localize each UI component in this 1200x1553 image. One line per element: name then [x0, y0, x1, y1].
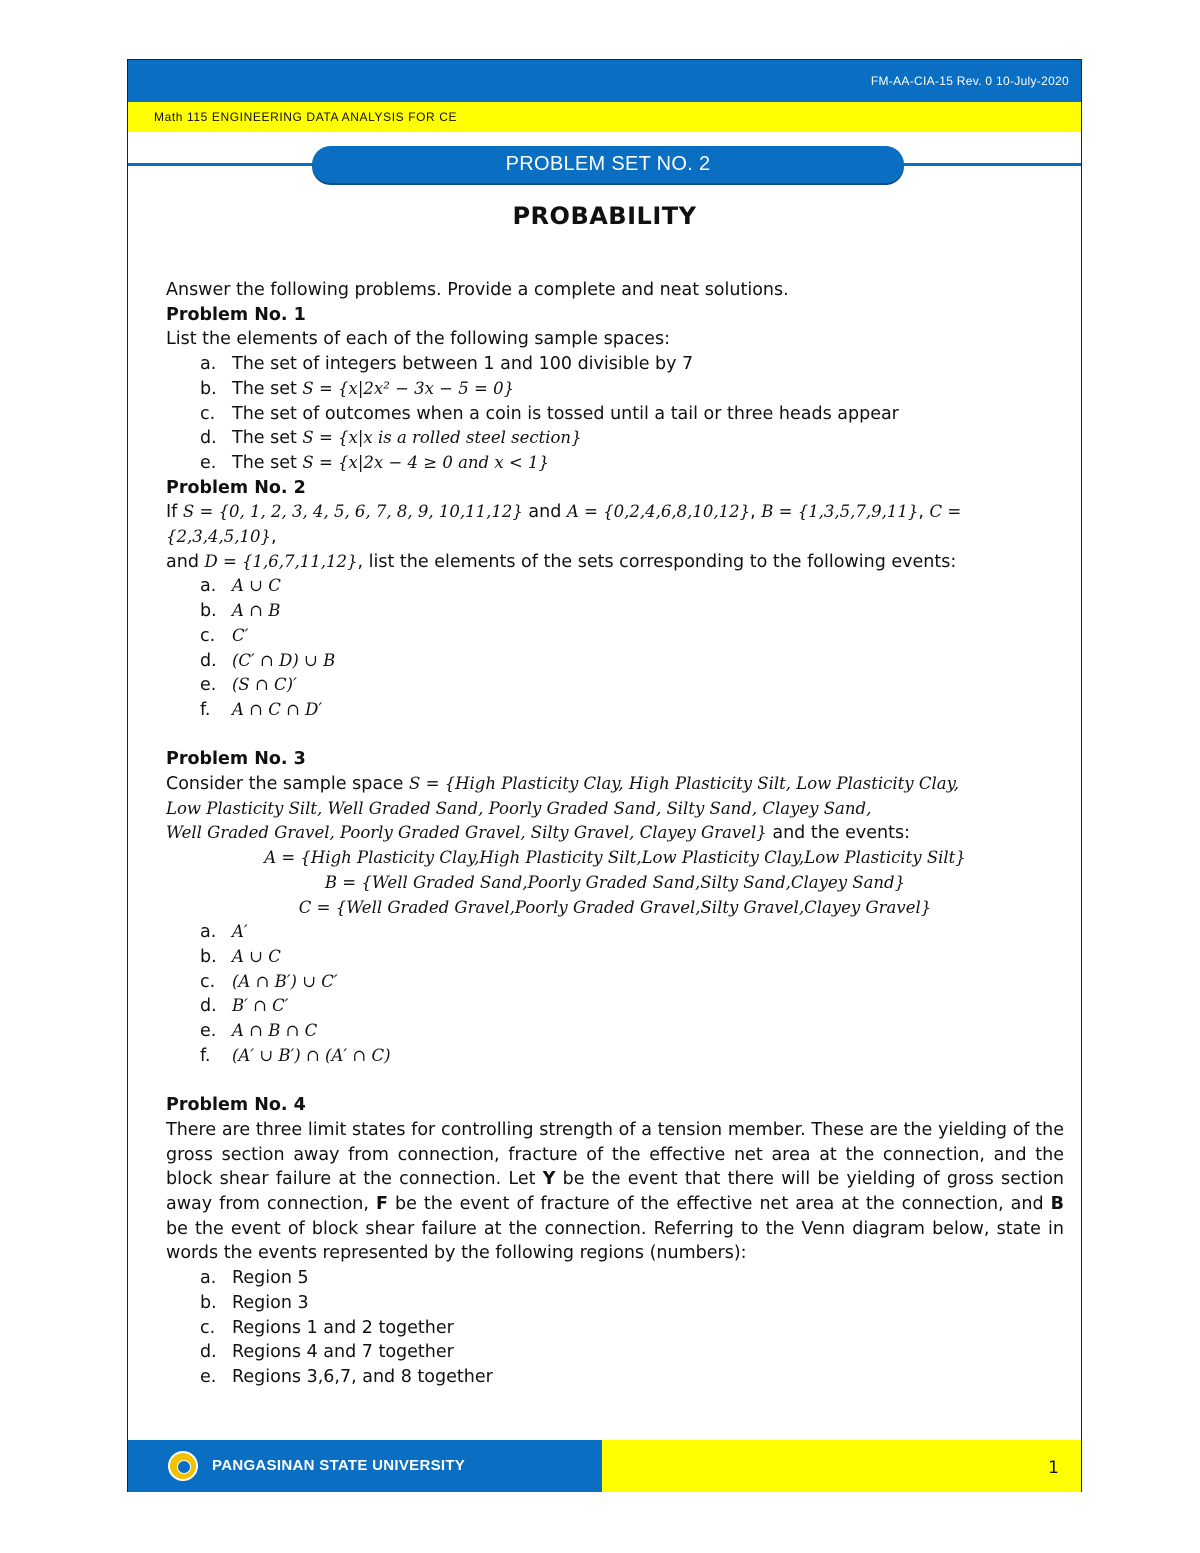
problem-3-list [166, 920, 1064, 1068]
list-item: b. A ∪ C [200, 946, 281, 967]
list-item: d. The set S = {x|x is a rolled steel section} [200, 428, 582, 449]
header-rule-right [901, 163, 1081, 166]
page-number: 1 [1048, 1458, 1059, 1478]
problem-3-set-b: B = {Well Graded Sand,Poorly Graded Sand,Silty Sand,Clayey Sand} [324, 872, 906, 892]
university-name: PANGASINAN STATE UNIVERSITY [212, 1457, 466, 1474]
list-item: a. A ∪ C [200, 576, 281, 597]
course-title: Math 115 ENGINEERING DATA ANALYSIS FOR CE [154, 110, 458, 124]
list-item: b. Region 3 [200, 1292, 309, 1313]
problem-3-sample-space-line-3: Well Graded Gravel, Poorly Graded Gravel, Silty Gravel, Clayey Gravel} and the events: [166, 823, 910, 844]
problem-2-lead: If S = {0, 1, 2, 3, 4, 5, 6, 7, 8, 9, 10,11,12} and A = {0,2,4,6,8,10,12}, B = {1,3,5,7,9,11}, C = {2,3,4,5,10}, [166, 502, 962, 548]
list-item: e. The set S = {x|2x − 4 ≥ 0 and x < 1} [200, 452, 549, 473]
document-page [127, 59, 1082, 1492]
problem-2-list [166, 574, 1064, 722]
problem-3-set-c: C = {Well Graded Gravel,Poorly Graded Gravel,Silty Gravel,Clayey Gravel} [298, 897, 932, 917]
list-item: a. A′ [200, 922, 248, 943]
problem-3-sample-space-line-2: Low Plasticity Silt, Well Graded Sand, Poorly Graded Sand, Silty Sand, Clayey Sand, [166, 798, 872, 818]
list-item: a. The set of integers between 1 and 100 divisible by 7 [200, 354, 694, 375]
list-item: b. The set S = {x|2x² − 3x − 5 = 0} [200, 378, 515, 399]
intro-text: Answer the following problems. Provide a complete and neat solutions. [166, 280, 789, 300]
problem-1-list [166, 352, 1064, 476]
problem-4-heading: Problem No. 4 [166, 1095, 306, 1116]
list-item: c. The set of outcomes when a coin is tossed until a tail or three heads appear [200, 403, 899, 424]
problem-2-heading: Problem No. 2 [166, 477, 306, 498]
form-code: FM-AA-CIA-15 Rev. 0 10-July-2020 [870, 74, 1069, 88]
list-item: d. (C′ ∩ D) ∪ B [200, 650, 336, 671]
list-item: b. A ∩ B [200, 601, 281, 622]
list-item: e. (S ∩ C)′ [200, 675, 297, 696]
problem-set-banner: PROBLEM SET NO. 2 [312, 146, 904, 183]
document-body [166, 278, 1064, 1390]
problem-3-heading: Problem No. 3 [166, 749, 306, 770]
list-item: d. B′ ∩ C′ [200, 996, 289, 1017]
spacer [166, 723, 1064, 748]
problem-3-set-a: A = {High Plasticity Clay,High Plasticity Silt,Low Plasticity Clay,Low Plasticity Silt} [264, 848, 966, 868]
problem-1-heading: Problem No. 1 [166, 304, 306, 325]
list-item: e. Regions 3,6,7, and 8 together [200, 1366, 493, 1387]
list-item: f. (A′ ∪ B′) ∩ (A′ ∩ C) [200, 1045, 391, 1066]
problem-4-paragraph: There are three limit states for controlling strength of a tension member. These are the yielding of the gross section away from connection, fracture of the effective net area at the connection, and the block shear failure at the connection. Let Y be the event that there will be yielding of gross section away from connection, F be the event of fracture of the effective net area at the connection, and B be the event of block shear failure at the connection. Referring to the Venn diagram below, state in words the events represented by the following regions (numbers): [166, 1119, 1065, 1264]
list-item: e. A ∩ B ∩ C [200, 1021, 318, 1042]
problem-1-lead: List the elements of each of the following sample spaces: [166, 329, 670, 350]
list-item: c. (A ∩ B′) ∪ C′ [200, 971, 338, 992]
spacer [166, 1068, 1064, 1093]
page-title: PROBABILITY [512, 202, 697, 230]
list-item: c. Regions 1 and 2 together [200, 1317, 454, 1338]
list-item: c. C′ [200, 625, 249, 646]
list-item: a. Region 5 [200, 1268, 309, 1289]
problem-3-lead: Consider the sample space S = {High Plasticity Clay, High Plasticity Silt, Low Plasticity Clay, [166, 774, 959, 795]
list-item: d. Regions 4 and 7 together [200, 1342, 454, 1363]
problem-2-lead-cont: and D = {1,6,7,11,12}, list the elements of the sets corresponding to the following events: [166, 551, 957, 572]
problem-4-list [166, 1266, 1064, 1390]
footer-yellow-band [602, 1440, 1081, 1492]
list-item: f. A ∩ C ∩ D′ [200, 699, 323, 720]
university-seal-icon [168, 1451, 198, 1481]
header-rule-left [128, 163, 318, 166]
